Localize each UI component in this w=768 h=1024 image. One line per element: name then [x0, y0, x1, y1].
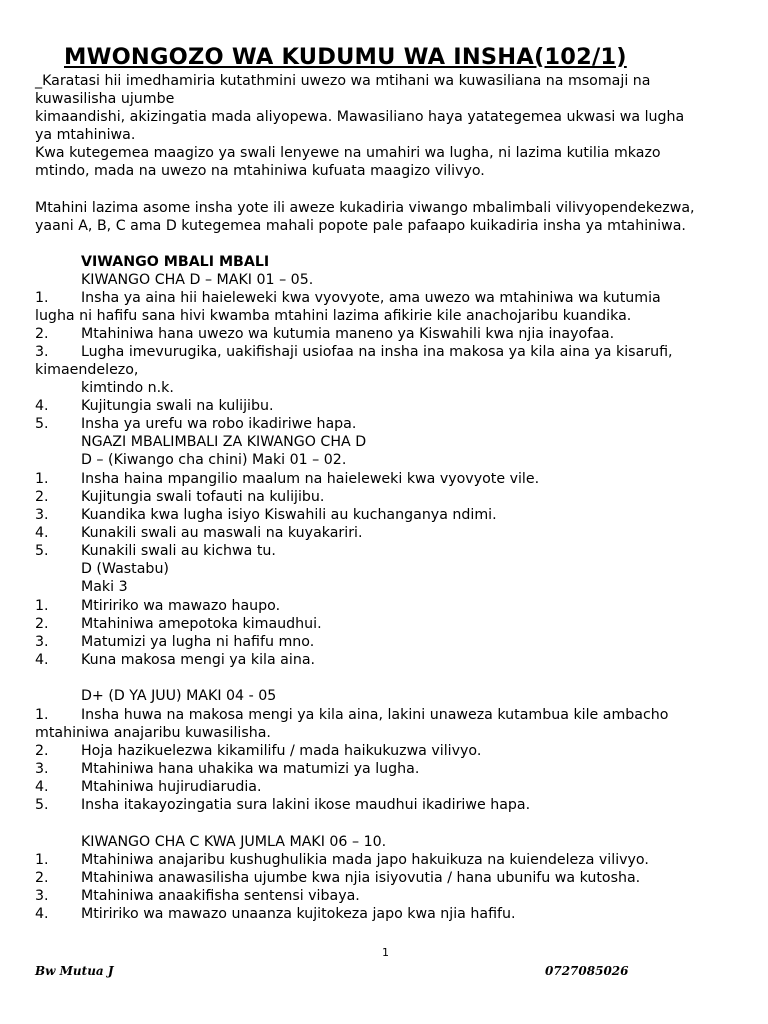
item-number: 3.: [35, 761, 49, 777]
list-item-continuation: kimtindo n.k.: [81, 380, 174, 396]
item-number: 3.: [35, 888, 49, 904]
item-number: 4.: [35, 779, 49, 795]
intro-line: kimaandishi, akizingatia mada aliyopewa. Mawasiliano haya yatategemea ukwasi wa lugha: [35, 109, 685, 125]
item-number: 2.: [35, 326, 49, 342]
list-item: Kunakili swali au maswali na kuyakariri.: [81, 525, 363, 541]
item-number: 3.: [35, 344, 49, 360]
list-item: Kujitungia swali tofauti na kulijibu.: [81, 489, 325, 505]
item-number: 1.: [35, 471, 49, 487]
item-number: 2.: [35, 870, 49, 886]
list-item-continuation: lugha ni hafifu sana hivi kwamba mtahini lazima afikirie kile anachojaribu kuandika.: [35, 308, 632, 324]
intro-line: Kwa kutegemea maagizo ya swali lenyewe na umahiri wa lugha, ni lazima kutilia mkazo: [35, 145, 661, 161]
list-item: Hoja hazikuelezwa kikamilifu / mada haikukuzwa vilivyo.: [81, 743, 482, 759]
section-heading-kiwango-d: KIWANGO CHA D – MAKI 01 – 05.: [81, 272, 314, 288]
list-item: Kunakili swali au kichwa tu.: [81, 543, 276, 559]
subsection-heading: Maki 3: [81, 579, 128, 595]
intro-line: Mtahini lazima asome insha yote ili aweze kukadiria viwango mbalimbali vilivyopendekezwa,: [35, 200, 695, 216]
list-item: Mtahiniwa hana uhakika wa matumizi ya lugha.: [81, 761, 420, 777]
list-item: Kujitungia swali na kulijibu.: [81, 398, 274, 414]
list-item-continuation: mtahiniwa anajaribu kuwasilisha.: [35, 725, 271, 741]
item-number: 3.: [35, 507, 49, 523]
item-number: 2.: [35, 489, 49, 505]
subsection-heading: D – (Kiwango cha chini) Maki 01 – 02.: [81, 452, 347, 468]
list-item: Mtahiniwa anawasilisha ujumbe kwa njia isiyovutia / hana ubunifu wa kutosha.: [81, 870, 641, 886]
section-heading-ngazi: NGAZI MBALIMBALI ZA KIWANGO CHA D: [81, 434, 367, 450]
list-item: Mtiririko wa mawazo unaanza kujitokeza japo kwa njia hafifu.: [81, 906, 516, 922]
item-number: 1.: [35, 852, 49, 868]
list-item: Mtahiniwa hujirudiarudia.: [81, 779, 262, 795]
list-item: Insha huwa na makosa mengi ya kila aina, lakini unaweza kutambua kile ambacho: [81, 707, 669, 723]
item-number: 1.: [35, 598, 49, 614]
intro-line: kuwasilisha ujumbe: [35, 91, 175, 107]
list-item: Insha ya urefu wa robo ikadiriwe hapa.: [81, 416, 357, 432]
footer-author: Bw Mutua J: [35, 964, 114, 978]
item-number: 2.: [35, 743, 49, 759]
list-item: Matumizi ya lugha ni hafifu mno.: [81, 634, 315, 650]
list-item: Lugha imevurugika, uakifishaji usiofaa na insha ina makosa ya kila aina ya kisarufi,: [81, 344, 673, 360]
list-item: Mtahiniwa amepotoka kimaudhui.: [81, 616, 322, 632]
list-item: Kuna makosa mengi ya kila aina.: [81, 652, 316, 668]
section-heading-viwango: VIWANGO MBALI MBALI: [81, 254, 270, 270]
list-item: Mtahiniwa hana uwezo wa kutumia maneno ya Kiswahili kwa njia inayofaa.: [81, 326, 615, 342]
intro-line: _Karatasi hii imedhamiria kutathmini uwezo wa mtihani wa kuwasiliana na msomaji na: [35, 73, 651, 89]
item-number: 4.: [35, 525, 49, 541]
list-item: Insha ya aina hii haieleweki kwa vyovyote, ama uwezo wa mtahiniwa wa kutumia: [81, 290, 661, 306]
item-number: 4.: [35, 652, 49, 668]
list-item: Mtahiniwa anaakifisha sentensi vibaya.: [81, 888, 360, 904]
list-item: Mtiririko wa mawazo haupo.: [81, 598, 281, 614]
item-number: 5.: [35, 543, 49, 559]
item-number: 5.: [35, 416, 49, 432]
item-number: 2.: [35, 616, 49, 632]
item-number: 5.: [35, 797, 49, 813]
list-item-continuation: kimaendelezo,: [35, 362, 139, 378]
section-heading-wastabu: D (Wastabu): [81, 561, 169, 577]
list-item: Insha haina mpangilio maalum na haieleweki kwa vyovyote vile.: [81, 471, 540, 487]
item-number: 3.: [35, 634, 49, 650]
document-title: MWONGOZO WA KUDUMU WA INSHA(102/1): [64, 44, 627, 70]
section-heading-dplus: D+ (D YA JUU) MAKI 04 - 05: [81, 688, 277, 704]
item-number: 1.: [35, 290, 49, 306]
intro-line: mtindo, mada na uwezo na mtahiniwa kufuata maagizo vilivyo.: [35, 163, 485, 179]
footer-phone: 0727085026: [545, 964, 629, 978]
page-number: 1: [382, 946, 389, 959]
intro-line: yaani A, B, C ama D kutegemea mahali popote pale pafaapo kuikadiria insha ya mtahiniwa.: [35, 218, 686, 234]
list-item: Kuandika kwa lugha isiyo Kiswahili au kuchanganya ndimi.: [81, 507, 497, 523]
section-heading-kiwango-c: KIWANGO CHA C KWA JUMLA MAKI 06 – 10.: [81, 834, 387, 850]
item-number: 4.: [35, 906, 49, 922]
list-item: Insha itakayozingatia sura lakini ikose maudhui ikadiriwe hapa.: [81, 797, 531, 813]
intro-line: ya mtahiniwa.: [35, 127, 136, 143]
item-number: 1.: [35, 707, 49, 723]
list-item: Mtahiniwa anajaribu kushughulikia mada japo hakuikuza na kuiendeleza vilivyo.: [81, 852, 649, 868]
item-number: 4.: [35, 398, 49, 414]
